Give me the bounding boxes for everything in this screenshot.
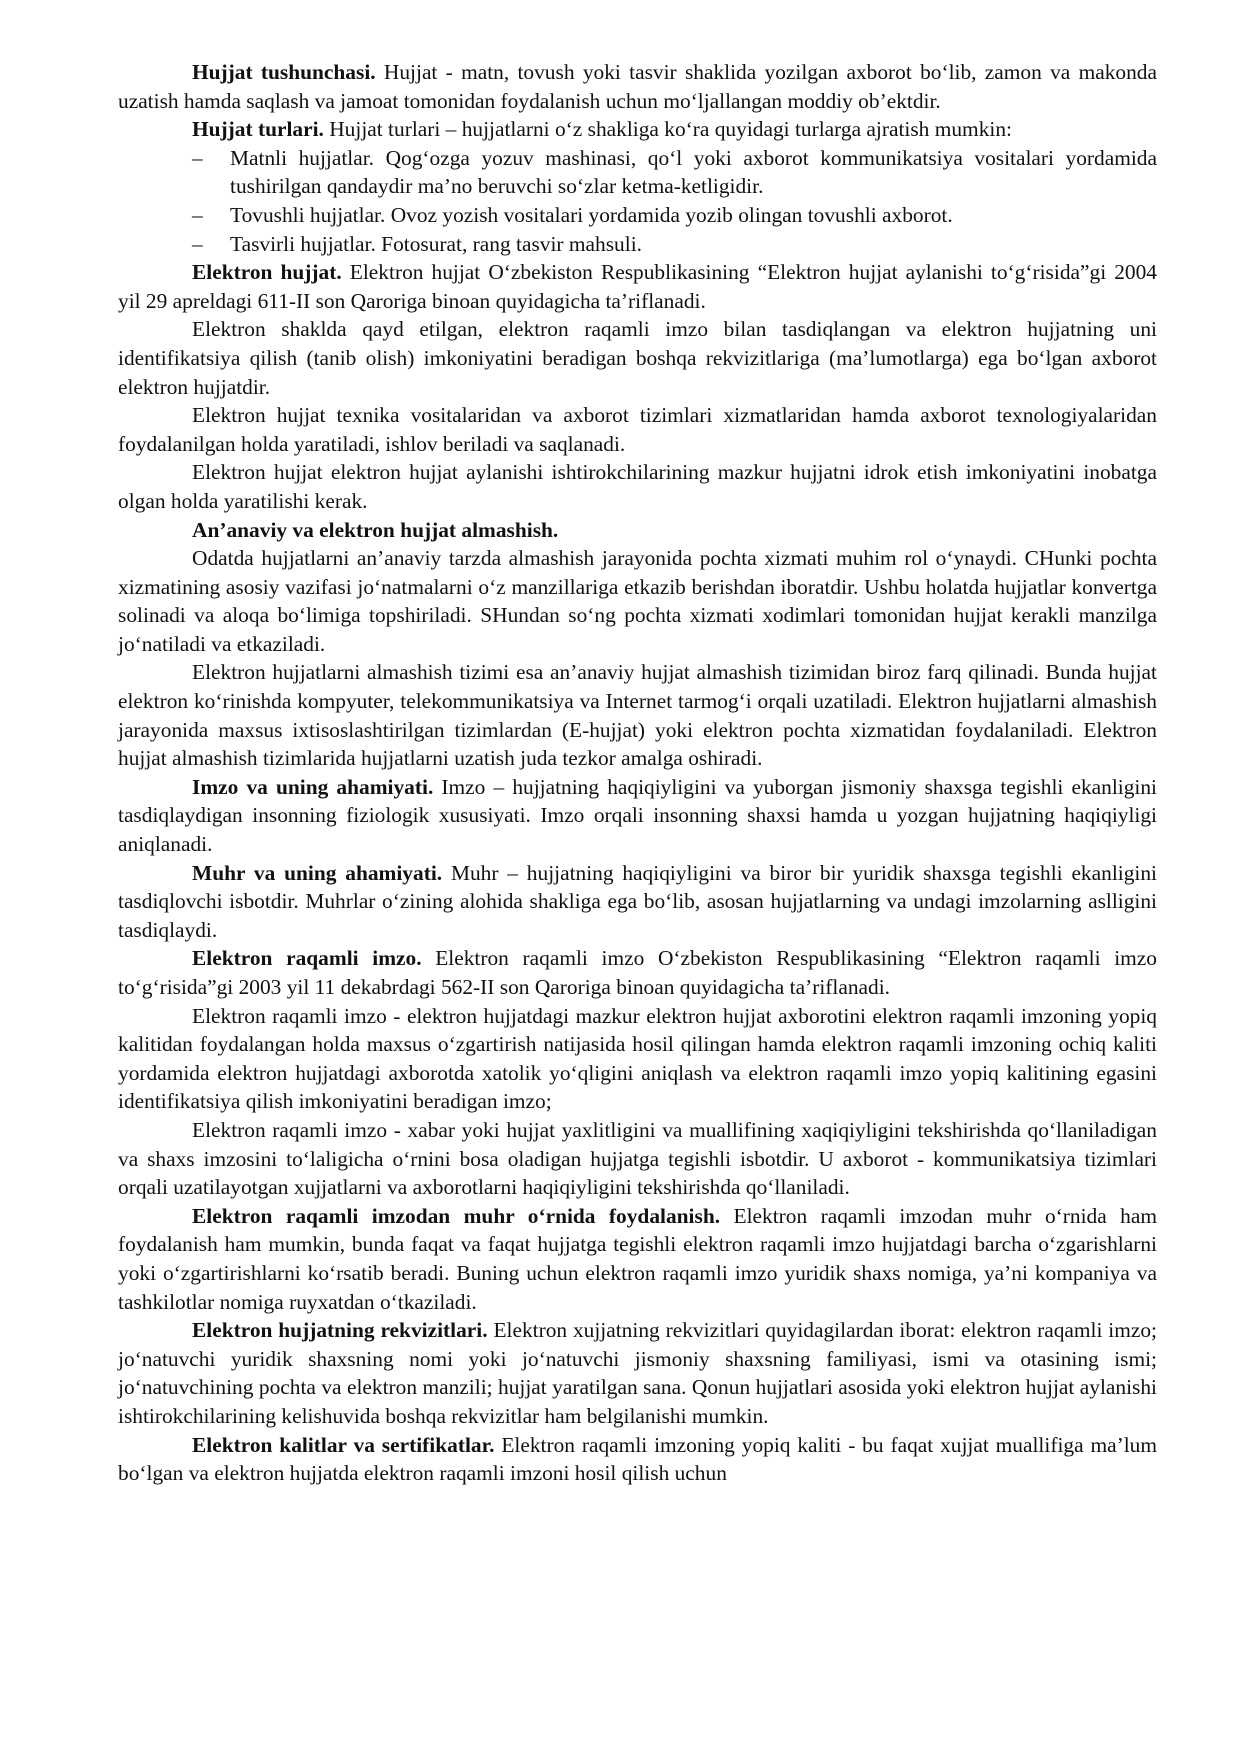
paragraph-heading: Elektron hujjat.	[192, 260, 342, 285]
paragraph-text: Elektron xujjatning rekvizitlari quyidagilardan iborat: elektron raqamli imzo; jo‘natuvchi yuridik shaxsning nomi yoki jo‘natuvchi jismoniy shaxsning familiyasi, ismi va otasining ismi; jo‘natuvchining pochta va elektron manzili; hujjat yaratilgan sana. Qonun hujjatlari asosida yoki elektron hujjat aylanishi ishtirokchilarining kelishuvida boshqa rekvizitlar ham belgilanishi mumkin.	[118, 1318, 1157, 1428]
list-item	[118, 230, 1157, 259]
paragraph	[118, 458, 1157, 515]
paragraph	[118, 658, 1157, 772]
paragraph-heading: An’anaviy va elektron hujjat almashish.	[192, 517, 559, 542]
paragraph-kalitlar	[118, 1431, 1157, 1488]
paragraph-text: Elektron hujjat texnika vositalaridan va axborot tizimlari xizmatlaridan hamda axborot texnologiyalaridan foydalanilgan holda yaratiladi, ishlov beriladi va saqlanadi.	[118, 403, 1157, 456]
paragraph-heading: Elektron raqamli imzodan muhr o‘rnida foydalanish.	[192, 1203, 721, 1228]
paragraph-heading: Elektron kalitlar va sertifikatlar.	[192, 1432, 495, 1457]
paragraph-muhr-orida	[118, 1202, 1157, 1316]
paragraph-text: Odatda hujjatlarni an’anaviy tarzda almashish jarayonida pochta xizmati muhim rol o‘ynaydi. CHunki pochta xizmatining asosiy vazifasi jo‘natmalarni o‘z manzillariga etkazib berishdan iboratdir. Ushbu holatda hujjatlar konvertga solinadi va aloqa bo‘limiga topshiriladi. SHundan so‘ng pochta xizmati xodimlari tomonidan hujjat kerakli manzilga jo‘natiladi va etkaziladi.	[118, 546, 1157, 656]
paragraph-text: Elektron shaklda qayd etilgan, elektron raqamli imzo bilan tasdiqlangan va elektron hujjatning uni identifikatsiya qilish (tanib olish) imkoniyatini beradigan boshqa rekvizitlariga (ma’lumotlarga) ega bo‘lgan axborot elektron hujjatdir.	[118, 317, 1157, 399]
paragraph-heading: Muhr va uning ahamiyati.	[192, 860, 443, 885]
paragraph-heading: Imzo va uning ahamiyati.	[192, 774, 434, 799]
paragraph-heading: Hujjat turlari.	[192, 117, 324, 142]
list-item-text: Tovushli hujjatlar. Ovoz yozish vositalari yordamida yozib olingan tovushli axborot.	[230, 202, 953, 227]
paragraph-text: Elektron raqamli imzo O‘zbekiston Respublikasining “Elektron raqamli imzo to‘g‘risida”gi 2003 yil 11 dekabrdagi 562-II son Qaroriga binoan quyidagicha ta’riflanadi.	[118, 946, 1157, 999]
paragraph	[118, 544, 1157, 658]
dash-marker: –	[192, 202, 203, 227]
paragraph-text: Muhr – hujjatning haqiqiyligini va biror bir yuridik shaxsga tegishli ekanligini tasdiqlovchi isbotdir. Muhrlar o‘zining alohida shakliga ega bo‘lib, asosan hujjatlarning va undagi imzolarning aslligini tasdiqlaydi.	[118, 860, 1157, 942]
paragraph-text: Elektron raqamli imzoning yopiq kaliti - bu faqat xujjat muallifiga ma’lum bo‘lgan va elektron hujjatda elektron raqamli imzoni hosil qilish uchun	[118, 1432, 1157, 1486]
paragraph-heading: Elektron raqamli imzo.	[192, 946, 422, 971]
paragraph-elektron-raqamli-imzo	[118, 944, 1157, 1001]
paragraph-text: Hujjat turlari – hujjatlarni o‘z shakliga ko‘ra quyidagi turlarga ajratish mumkin:	[323, 117, 1012, 142]
paragraph	[118, 1116, 1157, 1202]
paragraph-text: Elektron hujjatlarni almashish tizimi esa an’anaviy hujjat almashish tizimidan biroz farq qilinadi. Bunda hujjat elektron ko‘rinishda kompyuter, telekommunikatsiya va Internet tarmog‘i orqali uzatiladi. Elektron hujjatlarni almashish jarayonida maxsus ixtisoslashtirilgan tizimlardan (E-hujjat) yoki elektron pochta xizmatidan foydalaniladi. Elektron hujjat almashish tizimlarida hujjatlarni uzatish juda tezkor amalga oshiradi.	[118, 660, 1157, 771]
paragraph-text: Imzo – hujjatning haqiqiyligini va yuborgan jismoniy shaxsga tegishli ekanligini tasdiqlaydigan insonning fiziologik xususiyati. Imzo orqali insonning shaxsi hamda u yozgan hujjatning haqiqiyligi aniqlanadi.	[118, 774, 1158, 857]
paragraph-imzo	[118, 773, 1157, 859]
list-item-text: Tasvirli hujjatlar. Fotosurat, rang tasvir mahsuli.	[230, 231, 642, 256]
document-page	[118, 58, 1157, 1488]
paragraph	[118, 401, 1157, 458]
paragraph-text: Hujjat - matn, tovush yoki tasvir shaklida yozilgan axborot bo‘lib, zamon va makonda uzatish hamda saqlash va jamoat tomonidan foydalanish uchun mo‘ljallangan moddiy ob’ektdir.	[118, 60, 1157, 113]
paragraph-text: Elektron hujjat O‘zbekiston Respublikasining “Elektron hujjat aylanishi to‘g‘risida”gi 2004 yil 29 apreldagi 611-II son Qaroriga binoan quyidagicha ta’riflanadi.	[118, 260, 1158, 313]
section-heading-hujjat-almashish	[118, 516, 1157, 545]
paragraph-text: Elektron hujjat elektron hujjat aylanishi ishtirokchilarining mazkur hujjatni idrok etish imkoniyatini inobatga olgan holda yaratilishi kerak.	[118, 460, 1157, 513]
paragraph-text: Elektron raqamli imzo - elektron hujjatdagi mazkur elektron hujjat axborotini elektron raqamli imzoning yopiq kalitidan foydalangan holda maxsus o‘zgartirish natijasida hosil qilingan hamda elektron raqamli imzoning ochiq kaliti yordamida elektron hujjatdagi axborotda xatolik yo‘qligini aniqlash va elektron raqamli imzo yopiq kalitining egasini identifikatsiya qilish imkoniyatini beradigan imzo;	[118, 1003, 1157, 1114]
dash-marker: –	[192, 231, 203, 256]
paragraph-muhr	[118, 859, 1157, 945]
paragraph-heading: Hujjat tushunchasi.	[192, 60, 376, 84]
paragraph	[118, 315, 1157, 401]
document-types-list	[118, 144, 1157, 258]
paragraph-hujjat-turlari	[118, 115, 1157, 144]
paragraph-elektron-hujjat	[118, 258, 1157, 315]
paragraph-hujjat-tushunchasi	[118, 58, 1157, 115]
dash-marker: –	[192, 145, 203, 170]
paragraph-text: Elektron raqamli imzo - xabar yoki hujjat yaxlitligini va muallifining xaqiqiyligini tekshirishda qo‘llaniladigan va shaxs imzosini to‘laligicha o‘rnini bosa oladigan hujjatga tegishli isbotdir. U axborot - kommunikatsiya tizimlari orqali uzatilayotgan xujjatlarni va axborotlarni haqiqiyligini tekshirishda qo‘llaniladi.	[118, 1117, 1157, 1200]
list-item	[118, 144, 1157, 201]
list-item-text: Matnli hujjatlar. Qog‘ozga yozuv mashinasi, qo‘l yoki axborot kommunikatsiya vositalari yordamida tushirilgan qandaydir ma’no beruvchi so‘zlar ketma-ketligidir.	[230, 145, 1157, 199]
paragraph-text: Elektron raqamli imzodan muhr o‘rnida ham foydalanish ham mumkin, bunda faqat va faqat hujjatga tegishli elektron raqamli imzo hujjatdagi barcha o‘zgarishlarni yoki o‘zgartirishlarni ko‘rsatib beradi. Buning uchun elektron raqamli imzo yuridik shaxs nomiga, ya’ni kompaniya va tashkilotlar nomiga ruyxatdan o‘tkaziladi.	[118, 1203, 1157, 1314]
paragraph	[118, 1002, 1157, 1116]
paragraph-rekvizitlar	[118, 1316, 1157, 1430]
paragraph-heading: Elektron hujjatning rekvizitlari.	[192, 1318, 488, 1343]
list-item	[118, 201, 1157, 230]
